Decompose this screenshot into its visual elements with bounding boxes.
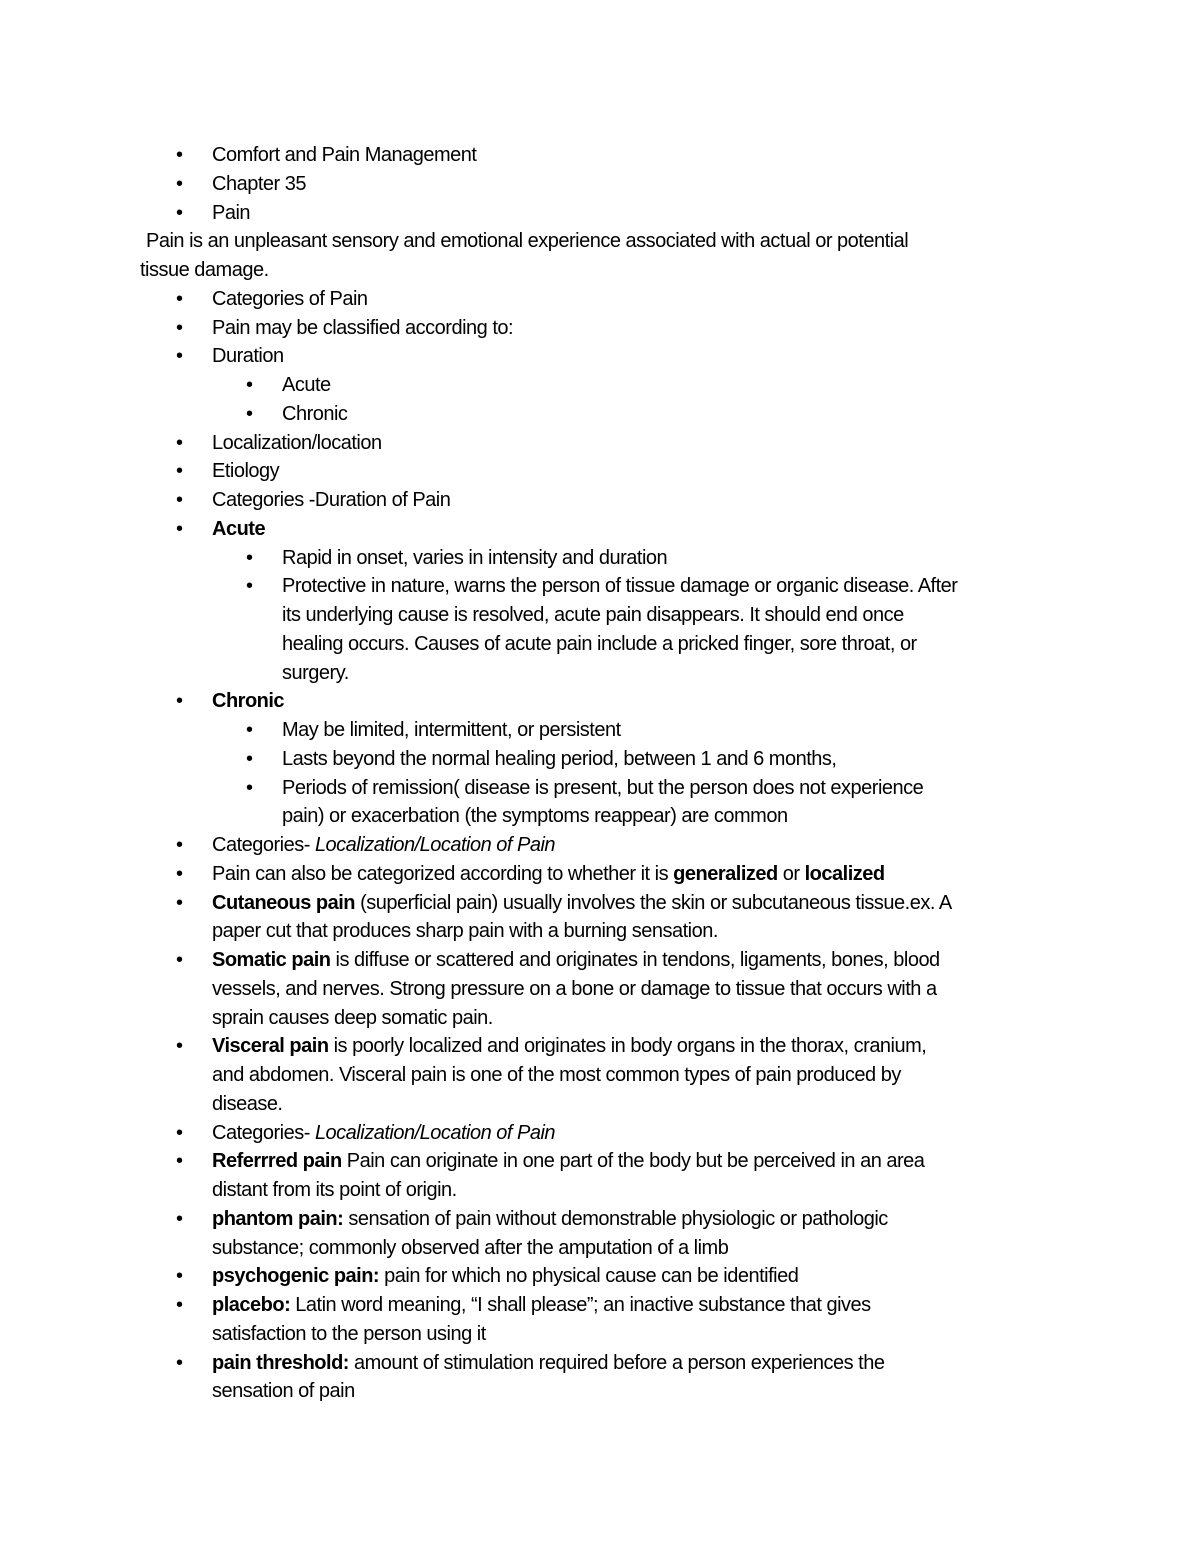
text-line: [0, 716, 1200, 745]
bold-term: Chronic: [212, 690, 285, 713]
text-line: [0, 946, 1200, 975]
text-line: [0, 314, 1200, 343]
italic-text: Localization/Location of Pain: [314, 1121, 556, 1144]
bold-term: Acute: [212, 517, 266, 540]
text-run: Etiology: [212, 460, 280, 483]
text-line: [0, 1349, 1200, 1378]
bullet-icon: •: [176, 1294, 183, 1316]
line-text: [282, 659, 349, 688]
line-text: [212, 917, 718, 946]
bold-term: Somatic pain: [212, 949, 331, 971]
line-text: [212, 1262, 798, 1291]
text-line: [0, 572, 1200, 601]
text-run: sensation of pain without demonstrable physiologic or pathologic: [343, 1207, 888, 1230]
text-line: [0, 457, 1200, 486]
bullet-icon: •: [176, 172, 183, 195]
bullet-icon: •: [246, 374, 253, 396]
bullet-icon: •: [176, 1265, 183, 1288]
text-run: Latin word meaning, “I shall please”; an inactive substance that gives: [290, 1294, 871, 1316]
line-text: [212, 1320, 486, 1349]
text-run: vessels, and nerves. Strong pressure on a bone or damage to tissue that occurs with a: [212, 977, 937, 1000]
line-text: [140, 256, 269, 285]
bullet-icon: •: [246, 402, 253, 425]
line-text: [282, 630, 917, 659]
bullet-icon: •: [176, 144, 183, 166]
text-run: Pain can also be categorized according to whether it is: [212, 862, 674, 885]
line-text: [212, 1234, 728, 1263]
bullet-icon: •: [246, 719, 253, 741]
text-line: [0, 429, 1200, 458]
text-run: Localization/location: [212, 431, 382, 454]
line-text: [212, 1349, 884, 1378]
bold-term: Referrred pain: [212, 1150, 342, 1173]
bullet-icon: •: [176, 345, 183, 368]
text-line: [0, 486, 1200, 515]
line-text: [212, 1377, 355, 1406]
bullet-icon: •: [176, 891, 183, 914]
text-line: [0, 860, 1200, 889]
bullet-icon: •: [176, 949, 183, 971]
bullet-icon: •: [246, 575, 253, 598]
text-run: Duration: [212, 345, 284, 368]
text-line: [0, 1320, 1200, 1349]
bullet-icon: •: [176, 834, 183, 856]
bold-term: Visceral pain: [212, 1035, 329, 1058]
line-text: [282, 745, 836, 774]
bullet-icon: •: [176, 316, 183, 339]
bullet-icon: •: [176, 287, 183, 310]
line-text: [212, 1119, 555, 1148]
text-run: and abdomen. Visceral pain is one of the most common types of pain produced by: [212, 1064, 901, 1086]
text-run: is diffuse or scattered and originates in tendons, ligaments, bones, blood: [330, 949, 940, 971]
text-run: satisfaction to the person using it: [212, 1322, 486, 1345]
text-run: is poorly localized and originates in body organs in the thorax, cranium,: [328, 1035, 927, 1058]
text-line: [0, 1032, 1200, 1061]
text-run: Lasts beyond the normal healing period, between 1 and 6 months,: [282, 747, 837, 770]
text-line: [0, 227, 1200, 256]
line-text: [282, 601, 904, 630]
text-line: [0, 256, 1200, 285]
line-text: [212, 975, 937, 1004]
bullet-icon: •: [246, 747, 253, 770]
text-run: its underlying cause is resolved, acute pain disappears. It should end once: [282, 604, 904, 626]
text-run: Pain: [212, 201, 251, 224]
text-run: pain) or exacerbation (the symptoms reappear) are common: [282, 805, 788, 828]
line-text: [212, 314, 513, 343]
line-text: [212, 342, 284, 371]
text-run: substance; commonly observed after the amputation of a limb: [212, 1236, 729, 1259]
line-text: [212, 486, 450, 515]
text-run: Pain can originate in one part of the body but be perceived in an area: [341, 1150, 925, 1173]
text-line: [0, 889, 1200, 918]
text-run: Rapid in onset, varies in intensity and duration: [282, 546, 668, 569]
text-run: Categories of Pain: [212, 287, 368, 310]
line-text: [282, 774, 923, 803]
bullet-icon: •: [176, 1035, 183, 1058]
line-text: [282, 802, 788, 831]
line-text: [212, 1147, 924, 1176]
bullet-icon: •: [246, 776, 253, 799]
text-run: Categories -Duration of Pain: [212, 489, 451, 511]
bold-term: phantom pain:: [212, 1207, 344, 1230]
text-line: [0, 1090, 1200, 1119]
bold-term: Cutaneous pain: [212, 891, 356, 914]
line-text: [212, 1004, 493, 1033]
line-text: [212, 285, 368, 314]
text-line: [0, 285, 1200, 314]
text-run: Comfort and Pain Management: [212, 144, 477, 166]
line-text: [212, 1032, 926, 1061]
text-line: [0, 745, 1200, 774]
bullet-icon: •: [176, 460, 183, 483]
line-text: [282, 572, 957, 601]
text-run: Categories-: [212, 834, 315, 856]
text-line: [0, 774, 1200, 803]
line-text: [212, 1205, 888, 1234]
bullet-icon: •: [176, 690, 183, 713]
line-text: [212, 199, 250, 228]
text-line: [0, 687, 1200, 716]
line-text: [282, 544, 667, 573]
line-text: [212, 860, 885, 889]
text-run: Chapter 35: [212, 172, 306, 195]
text-line: [0, 1176, 1200, 1205]
line-text: [212, 170, 306, 199]
bold-term: localized: [804, 862, 885, 885]
line-text: [212, 1061, 901, 1090]
bullet-icon: •: [176, 1207, 183, 1230]
text-line: [0, 1377, 1200, 1406]
line-text: [212, 141, 476, 170]
text-line: [0, 342, 1200, 371]
bold-term: psychogenic pain:: [212, 1265, 380, 1288]
text-line: [0, 659, 1200, 688]
text-run: (superficial pain) usually involves the skin or subcutaneous tissue.ex. A: [355, 891, 952, 914]
bullet-icon: •: [176, 201, 183, 224]
bullet-icon: •: [176, 1150, 183, 1173]
text-line: [0, 1262, 1200, 1291]
text-line: [0, 630, 1200, 659]
text-run: paper cut that produces sharp pain with a burning sensation.: [212, 920, 718, 943]
bullet-icon: •: [246, 546, 253, 569]
line-text: [282, 371, 331, 400]
bold-term: pain threshold:: [212, 1351, 349, 1374]
text-run: Pain may be classified according to:: [212, 316, 514, 339]
text-line: [0, 1205, 1200, 1234]
text-line: [0, 1061, 1200, 1090]
text-run: disease.: [212, 1092, 283, 1115]
line-text: [282, 716, 621, 745]
bullet-icon: •: [176, 862, 183, 885]
text-run: May be limited, intermittent, or persistent: [282, 719, 621, 741]
text-line: [0, 515, 1200, 544]
text-line: [0, 1147, 1200, 1176]
text-line: [0, 1004, 1200, 1033]
line-text: [146, 227, 908, 256]
bullet-icon: •: [176, 1121, 183, 1144]
text-line: [0, 601, 1200, 630]
text-run: tissue damage.: [140, 259, 269, 281]
text-run: or: [777, 862, 805, 885]
text-line: [0, 831, 1200, 860]
line-text: [212, 889, 952, 918]
line-text: [212, 687, 284, 716]
line-text: [212, 457, 279, 486]
text-run: sprain causes deep somatic pain.: [212, 1006, 493, 1029]
line-text: [212, 1176, 457, 1205]
text-line: [0, 1119, 1200, 1148]
text-line: [0, 802, 1200, 831]
bullet-icon: •: [176, 489, 183, 511]
text-run: sensation of pain: [212, 1380, 355, 1403]
line-text: [212, 831, 555, 860]
text-line: [0, 141, 1200, 170]
text-line: [0, 170, 1200, 199]
line-text: [212, 429, 382, 458]
text-run: distant from its point of origin.: [212, 1179, 457, 1201]
line-text: [282, 400, 347, 429]
text-line: [0, 400, 1200, 429]
bold-term: generalized: [673, 862, 778, 885]
bullet-icon: •: [176, 517, 183, 540]
text-line: [0, 544, 1200, 573]
line-text: [212, 1291, 871, 1320]
text-run: Protective in nature, warns the person of tissue damage or organic disease. After: [282, 575, 958, 598]
text-line: [0, 1234, 1200, 1263]
bullet-icon: •: [176, 431, 183, 454]
text-run: amount of stimulation required before a person experiences the: [348, 1351, 885, 1374]
text-run: Categories-: [212, 1121, 315, 1144]
text-line: [0, 371, 1200, 400]
text-run: Periods of remission( disease is present, but the person does not experience: [282, 776, 924, 799]
line-text: [212, 946, 940, 975]
text-run: Acute: [282, 374, 331, 396]
text-line: [0, 199, 1200, 228]
bullet-icon: •: [176, 1351, 183, 1374]
text-run: surgery.: [282, 661, 349, 684]
bold-term: placebo:: [212, 1294, 291, 1316]
text-run: pain for which no physical cause can be identified: [379, 1265, 799, 1288]
text-run: Chronic: [282, 402, 348, 425]
text-run: healing occurs. Causes of acute pain include a pricked finger, sore throat, or: [282, 632, 917, 655]
text-line: [0, 1291, 1200, 1320]
line-text: [212, 1090, 283, 1119]
italic-text: Localization/Location of Pain: [314, 834, 556, 856]
line-text: [212, 515, 265, 544]
text-line: [0, 975, 1200, 1004]
text-line: [0, 917, 1200, 946]
text-run: Pain is an unpleasant sensory and emotional experience associated with actual or potential: [146, 230, 909, 253]
